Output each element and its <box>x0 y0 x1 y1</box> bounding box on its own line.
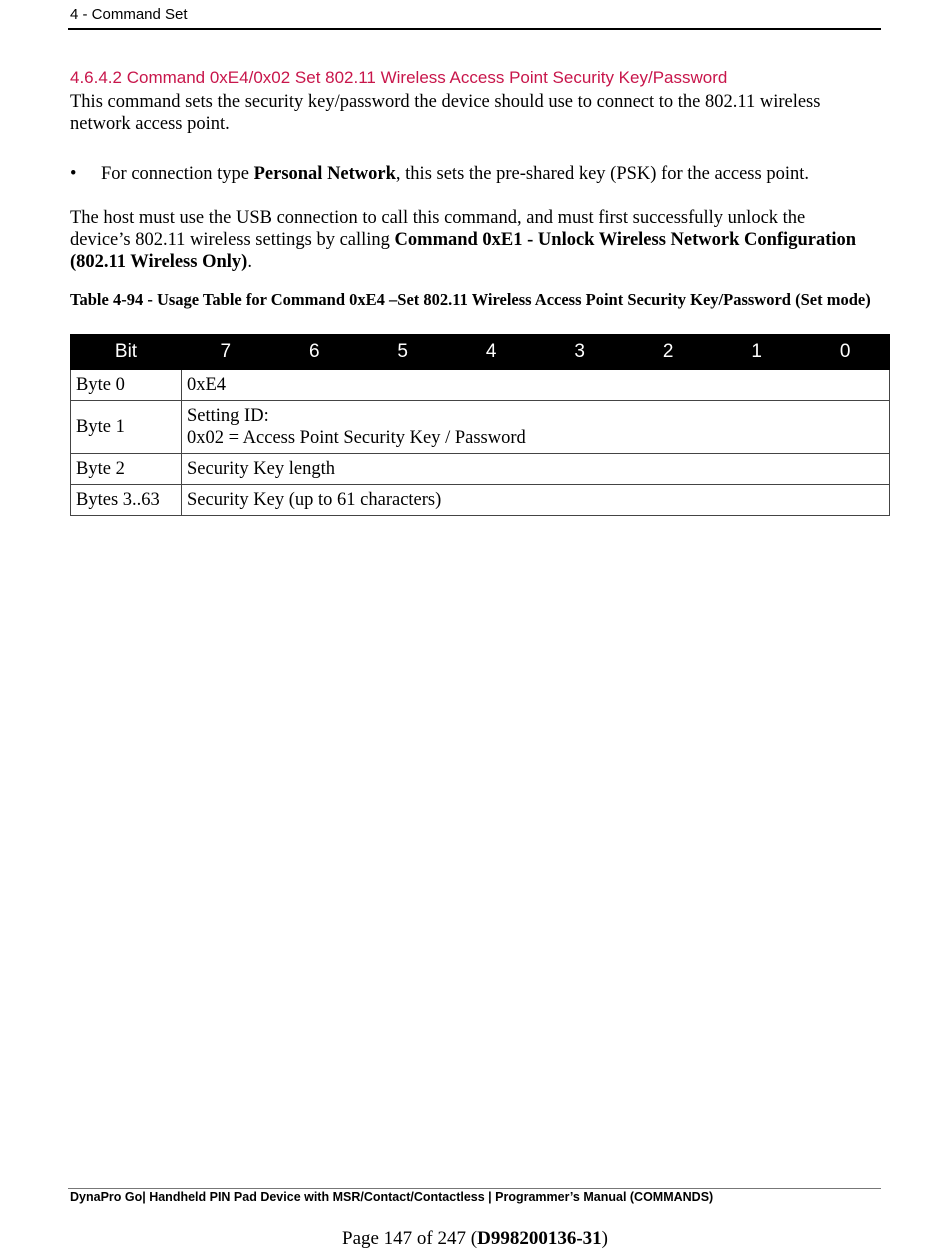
row-value-line: Security Key length <box>187 459 335 479</box>
page-suffix: ) <box>601 1228 608 1249</box>
row-label: Byte 2 <box>71 454 182 485</box>
header-cell-0: 0 <box>801 335 890 370</box>
header-cell-4: 4 <box>447 335 535 370</box>
row-value-line: Security Key (up to 61 characters) <box>187 490 442 510</box>
host-prefix: The host must use the USB connection to call this command, and must first successfully unlock the device’s 802.11 wireless settings by calling <box>70 208 806 250</box>
row-value-line: 0xE4 <box>187 375 227 395</box>
intro-paragraph: This command sets the security key/password the device should use to connect to the 802.11 wireless network access point. <box>70 92 821 134</box>
header-cell-bit: Bit <box>71 335 182 370</box>
bullet-symbol: • <box>70 164 77 184</box>
bullet-bold: Personal Network <box>253 164 396 184</box>
page-number <box>0 1228 950 1250</box>
table-row <box>71 370 890 401</box>
document-number: D998200136-31 <box>477 1228 602 1249</box>
table-header-row <box>71 335 890 370</box>
header-divider <box>68 28 881 30</box>
row-label: Byte 1 <box>71 401 182 454</box>
table-row <box>71 401 890 454</box>
table-caption: Table 4-94 - Usage Table for Command 0xE4 –Set 802.11 Wireless Access Point Security Key/Password (Set mode) <box>70 290 871 309</box>
row-value-line: 0x02 = Access Point Security Key / Password <box>187 428 526 448</box>
row-value <box>182 401 890 454</box>
row-value-line: Setting ID: <box>187 406 269 426</box>
host-suffix: . <box>247 252 252 272</box>
header-cell-3: 3 <box>535 335 623 370</box>
row-value <box>182 370 890 401</box>
bullet-prefix: For connection type <box>101 164 254 184</box>
table-row <box>71 454 890 485</box>
row-value <box>182 454 890 485</box>
header-cell-2: 2 <box>624 335 712 370</box>
bullet-text <box>101 163 809 185</box>
page-prefix: Page 147 of 247 ( <box>342 1228 478 1249</box>
header-cell-6: 6 <box>270 335 358 370</box>
bullet-suffix: , this sets the pre-shared key (PSK) for the access point. <box>395 164 809 184</box>
header-cell-1: 1 <box>712 335 800 370</box>
row-label: Bytes 3..63 <box>71 485 182 516</box>
running-footer: DynaPro Go| Handheld PIN Pad Device with MSR/Contact/Contactless | Programmer’s Manual (COMMANDS) <box>70 1190 714 1204</box>
running-header: 4 - Command Set <box>70 6 188 23</box>
host-paragraph <box>70 207 860 273</box>
footer-divider <box>68 1188 881 1189</box>
row-label: Byte 0 <box>71 370 182 401</box>
usage-table <box>70 334 890 516</box>
header-cell-7: 7 <box>182 335 270 370</box>
section-heading: 4.6.4.2 Command 0xE4/0x02 Set 802.11 Wireless Access Point Security Key/Password <box>70 68 728 87</box>
header-cell-5: 5 <box>358 335 446 370</box>
table-row <box>71 485 890 516</box>
command-reference: Command 0xE1 - Unlock Wireless Network Configuration (802.11 Wireless Only) <box>70 230 857 272</box>
row-value <box>182 485 890 516</box>
